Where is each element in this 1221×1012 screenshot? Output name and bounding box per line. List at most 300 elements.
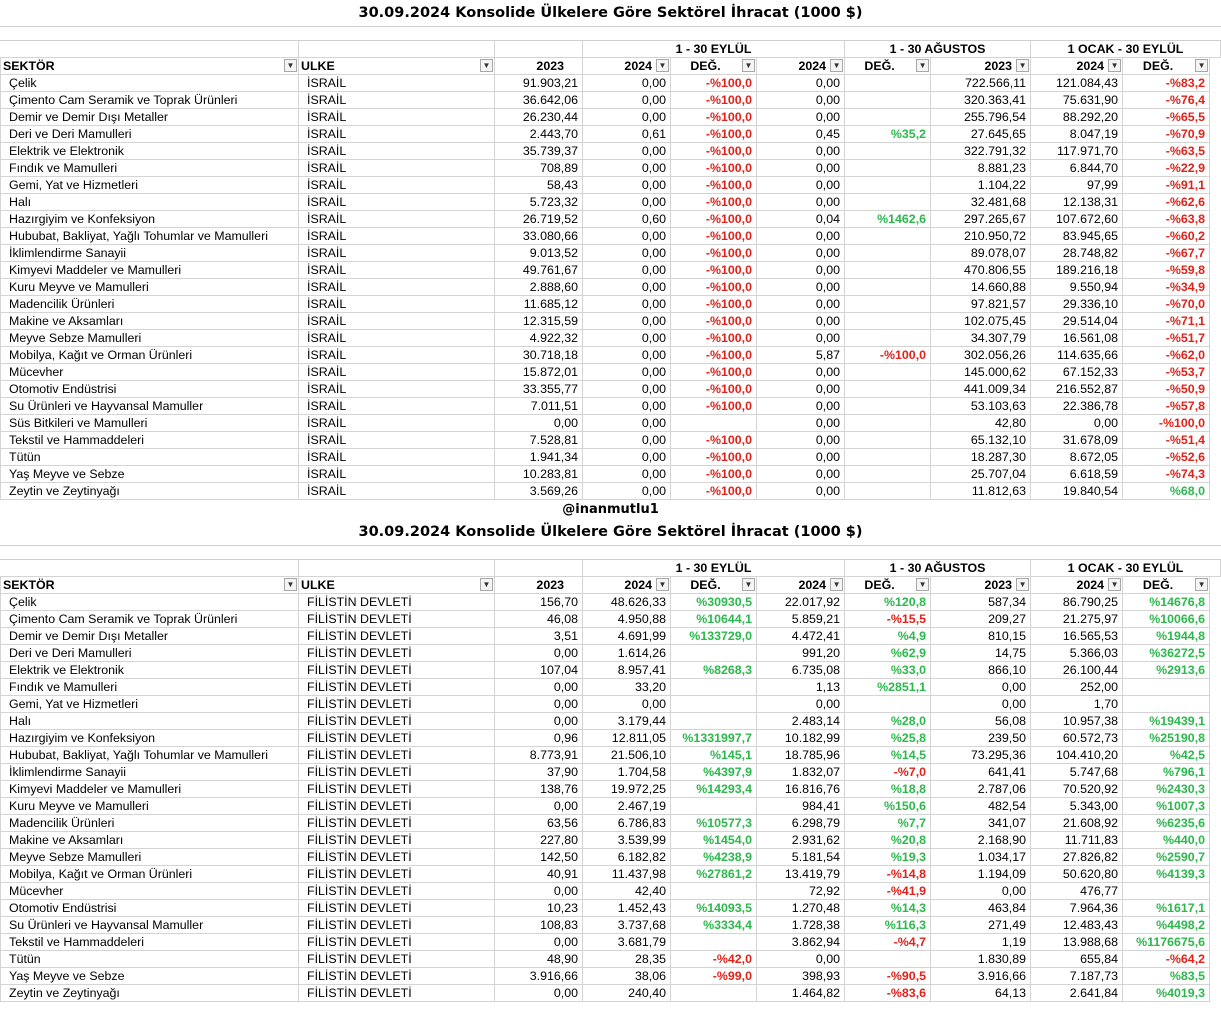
cell-col-4[interactable]: -%99,0 <box>671 968 757 985</box>
cell-col-7[interactable]: 1.034,17 <box>931 849 1031 866</box>
cell-col-2[interactable]: 0,00 <box>495 415 583 432</box>
cell-col-8[interactable]: 88.292,20 <box>1031 109 1123 126</box>
cell-col-7[interactable]: 322.791,32 <box>931 143 1031 160</box>
cell-col-1[interactable]: FİLİSTİN DEVLETİ <box>299 679 495 696</box>
cell-col-0[interactable]: Deri ve Deri Mamulleri <box>1 645 299 662</box>
cell-col-1[interactable]: İSRAİL <box>299 228 495 245</box>
cell-col-8[interactable]: 75.631,90 <box>1031 92 1123 109</box>
cell-col-5[interactable]: 0,00 <box>757 143 845 160</box>
cell-col-3[interactable]: 1.614,26 <box>583 645 671 662</box>
cell-col-3[interactable]: 0,00 <box>583 483 671 500</box>
cell-col-7[interactable]: 722.566,11 <box>931 75 1031 92</box>
cell-col-5[interactable]: 0,00 <box>757 177 845 194</box>
cell-col-4[interactable]: -%100,0 <box>671 466 757 483</box>
cell-col-3[interactable]: 0,00 <box>583 347 671 364</box>
cell-col-3[interactable]: 4.950,88 <box>583 611 671 628</box>
cell-col-4[interactable]: -%100,0 <box>671 75 757 92</box>
cell-col-8[interactable]: 121.084,43 <box>1031 75 1123 92</box>
cell-col-2[interactable]: 46,08 <box>495 611 583 628</box>
cell-col-0[interactable]: Mobilya, Kağıt ve Orman Ürünleri <box>1 347 299 364</box>
cell-col-5[interactable]: 1.728,38 <box>757 917 845 934</box>
cell-col-6[interactable]: %25,8 <box>845 730 931 747</box>
cell-col-5[interactable]: 1.832,07 <box>757 764 845 781</box>
cell-col-3[interactable]: 0,00 <box>583 696 671 713</box>
cell-col-3[interactable]: 0,00 <box>583 381 671 398</box>
cell-col-6[interactable]: -%15,5 <box>845 611 931 628</box>
cell-col-2[interactable]: 4.922,32 <box>495 330 583 347</box>
cell-col-9[interactable]: -%83,2 <box>1123 75 1210 92</box>
cell-col-4[interactable]: %8268,3 <box>671 662 757 679</box>
cell-col-5[interactable]: 6.735,08 <box>757 662 845 679</box>
dropdown-icon[interactable]: ▼ <box>284 578 297 591</box>
cell-col-7[interactable]: 0,00 <box>931 679 1031 696</box>
cell-col-6[interactable] <box>845 330 931 347</box>
cell-col-7[interactable]: 271,49 <box>931 917 1031 934</box>
cell-col-1[interactable]: FİLİSTİN DEVLETİ <box>299 594 495 611</box>
cell-col-4[interactable]: -%100,0 <box>671 126 757 143</box>
cell-col-5[interactable]: 0,00 <box>757 194 845 211</box>
cell-col-0[interactable]: Tekstil ve Hammaddeleri <box>1 934 299 951</box>
cell-col-2[interactable]: 26.230,44 <box>495 109 583 126</box>
cell-col-8[interactable]: 6.618,59 <box>1031 466 1123 483</box>
cell-col-7[interactable]: 2.787,06 <box>931 781 1031 798</box>
cell-col-9[interactable]: %796,1 <box>1123 764 1210 781</box>
cell-col-7[interactable]: 89.078,07 <box>931 245 1031 262</box>
cell-col-7[interactable]: 14,75 <box>931 645 1031 662</box>
cell-col-3[interactable]: 0,00 <box>583 279 671 296</box>
cell-col-1[interactable]: İSRAİL <box>299 364 495 381</box>
cell-col-7[interactable]: 18.287,30 <box>931 449 1031 466</box>
dropdown-icon[interactable]: ▼ <box>830 59 843 72</box>
cell-col-8[interactable]: 655,84 <box>1031 951 1123 968</box>
cell-col-9[interactable]: -%60,2 <box>1123 228 1210 245</box>
cell-col-4[interactable]: %1454,0 <box>671 832 757 849</box>
cell-col-4[interactable]: -%100,0 <box>671 330 757 347</box>
cell-col-8[interactable]: 86.790,25 <box>1031 594 1123 611</box>
cell-col-5[interactable]: 0,00 <box>757 432 845 449</box>
cell-col-6[interactable] <box>845 228 931 245</box>
cell-col-7[interactable]: 866,10 <box>931 662 1031 679</box>
cell-col-5[interactable]: 1.270,48 <box>757 900 845 917</box>
cell-col-9[interactable]: -%64,2 <box>1123 951 1210 968</box>
cell-col-8[interactable]: 216.552,87 <box>1031 381 1123 398</box>
cell-col-8[interactable]: 7.187,73 <box>1031 968 1123 985</box>
cell-col-6[interactable] <box>845 483 931 500</box>
cell-col-1[interactable]: FİLİSTİN DEVLETİ <box>299 611 495 628</box>
cell-col-5[interactable]: 0,00 <box>757 951 845 968</box>
cell-col-1[interactable]: FİLİSTİN DEVLETİ <box>299 781 495 798</box>
cell-col-6[interactable]: -%4,7 <box>845 934 931 951</box>
cell-col-0[interactable]: Madencilik Ürünleri <box>1 296 299 313</box>
cell-col-0[interactable]: Süs Bitkileri ve Mamulleri <box>1 415 299 432</box>
cell-col-0[interactable]: Demir ve Demir Dışı Metaller <box>1 109 299 126</box>
cell-col-8[interactable]: 13.988,68 <box>1031 934 1123 951</box>
cell-col-4[interactable] <box>671 934 757 951</box>
cell-col-2[interactable]: 58,43 <box>495 177 583 194</box>
cell-col-5[interactable]: 0,00 <box>757 415 845 432</box>
cell-col-4[interactable]: %1331997,7 <box>671 730 757 747</box>
cell-col-4[interactable]: -%100,0 <box>671 109 757 126</box>
cell-col-2[interactable]: 49.761,67 <box>495 262 583 279</box>
cell-col-6[interactable] <box>845 194 931 211</box>
cell-col-9[interactable]: %10066,6 <box>1123 611 1210 628</box>
cell-col-8[interactable]: 104.410,20 <box>1031 747 1123 764</box>
cell-col-3[interactable]: 0,00 <box>583 143 671 160</box>
dropdown-icon[interactable]: ▼ <box>1108 578 1121 591</box>
cell-col-2[interactable]: 0,00 <box>495 696 583 713</box>
cell-col-1[interactable]: İSRAİL <box>299 449 495 466</box>
cell-col-4[interactable]: %133729,0 <box>671 628 757 645</box>
cell-col-8[interactable]: 5.366,03 <box>1031 645 1123 662</box>
cell-col-6[interactable] <box>845 415 931 432</box>
cell-col-8[interactable]: 83.945,65 <box>1031 228 1123 245</box>
cell-col-9[interactable]: -%57,8 <box>1123 398 1210 415</box>
cell-col-2[interactable]: 12.315,59 <box>495 313 583 330</box>
cell-col-3[interactable]: 42,40 <box>583 883 671 900</box>
cell-col-5[interactable]: 72,92 <box>757 883 845 900</box>
cell-col-9[interactable]: %42,5 <box>1123 747 1210 764</box>
cell-col-1[interactable]: İSRAİL <box>299 177 495 194</box>
cell-col-0[interactable]: Yaş Meyve ve Sebze <box>1 466 299 483</box>
cell-col-5[interactable]: 16.816,76 <box>757 781 845 798</box>
cell-col-2[interactable]: 3.569,26 <box>495 483 583 500</box>
cell-col-9[interactable]: -%91,1 <box>1123 177 1210 194</box>
cell-col-2[interactable]: 0,00 <box>495 883 583 900</box>
cell-col-8[interactable]: 97,99 <box>1031 177 1123 194</box>
cell-col-5[interactable]: 0,00 <box>757 279 845 296</box>
cell-col-7[interactable]: 42,80 <box>931 415 1031 432</box>
cell-col-2[interactable]: 30.718,18 <box>495 347 583 364</box>
dropdown-icon[interactable]: ▼ <box>1108 59 1121 72</box>
cell-col-2[interactable]: 0,00 <box>495 713 583 730</box>
cell-col-2[interactable]: 0,00 <box>495 679 583 696</box>
cell-col-4[interactable]: -%100,0 <box>671 381 757 398</box>
cell-col-9[interactable]: %2590,7 <box>1123 849 1210 866</box>
cell-col-1[interactable]: İSRAİL <box>299 245 495 262</box>
cell-col-3[interactable]: 0,61 <box>583 126 671 143</box>
cell-col-3[interactable]: 4.691,99 <box>583 628 671 645</box>
cell-col-3[interactable]: 38,06 <box>583 968 671 985</box>
cell-col-9[interactable]: -%59,8 <box>1123 262 1210 279</box>
cell-col-6[interactable] <box>845 143 931 160</box>
cell-col-8[interactable]: 70.520,92 <box>1031 781 1123 798</box>
cell-col-8[interactable]: 21.608,92 <box>1031 815 1123 832</box>
cell-col-5[interactable]: 13.419,79 <box>757 866 845 883</box>
cell-col-2[interactable]: 138,76 <box>495 781 583 798</box>
cell-col-6[interactable] <box>845 279 931 296</box>
cell-col-9[interactable]: -%63,8 <box>1123 211 1210 228</box>
cell-col-3[interactable]: 0,00 <box>583 228 671 245</box>
cell-col-9[interactable]: -%51,4 <box>1123 432 1210 449</box>
cell-col-3[interactable]: 0,00 <box>583 364 671 381</box>
cell-col-3[interactable]: 28,35 <box>583 951 671 968</box>
filter-icon[interactable]: ▼ <box>480 59 493 72</box>
cell-col-1[interactable]: FİLİSTİN DEVLETİ <box>299 730 495 747</box>
cell-col-6[interactable] <box>845 160 931 177</box>
cell-col-6[interactable]: %150,6 <box>845 798 931 815</box>
cell-col-4[interactable]: %10577,3 <box>671 815 757 832</box>
cell-col-5[interactable]: 0,00 <box>757 449 845 466</box>
cell-col-5[interactable]: 0,00 <box>757 92 845 109</box>
cell-col-5[interactable]: 18.785,96 <box>757 747 845 764</box>
cell-col-9[interactable]: -%76,4 <box>1123 92 1210 109</box>
cell-col-8[interactable]: 31.678,09 <box>1031 432 1123 449</box>
cell-col-9[interactable] <box>1123 883 1210 900</box>
cell-col-2[interactable]: 40,91 <box>495 866 583 883</box>
cell-col-9[interactable]: %4498,2 <box>1123 917 1210 934</box>
cell-col-6[interactable] <box>845 75 931 92</box>
cell-col-6[interactable]: -%100,0 <box>845 347 931 364</box>
cell-col-0[interactable]: Su Ürünleri ve Hayvansal Mamuller <box>1 398 299 415</box>
cell-col-8[interactable]: 107.672,60 <box>1031 211 1123 228</box>
cell-col-7[interactable]: 32.481,68 <box>931 194 1031 211</box>
cell-col-3[interactable]: 0,00 <box>583 432 671 449</box>
cell-col-1[interactable]: FİLİSTİN DEVLETİ <box>299 968 495 985</box>
cell-col-8[interactable]: 10.957,38 <box>1031 713 1123 730</box>
cell-col-8[interactable]: 476,77 <box>1031 883 1123 900</box>
cell-col-3[interactable]: 0,00 <box>583 466 671 483</box>
cell-col-6[interactable]: %116,3 <box>845 917 931 934</box>
cell-col-8[interactable]: 189.216,18 <box>1031 262 1123 279</box>
cell-col-4[interactable]: -%100,0 <box>671 364 757 381</box>
cell-col-2[interactable]: 0,00 <box>495 645 583 662</box>
cell-col-0[interactable]: Kuru Meyve ve Mamulleri <box>1 279 299 296</box>
cell-col-7[interactable]: 53.103,63 <box>931 398 1031 415</box>
cell-col-2[interactable]: 7.011,51 <box>495 398 583 415</box>
cell-col-8[interactable]: 0,00 <box>1031 415 1123 432</box>
cell-col-0[interactable]: Elektrik ve Elektronik <box>1 143 299 160</box>
cell-col-8[interactable]: 67.152,33 <box>1031 364 1123 381</box>
cell-col-9[interactable]: %1176675,6 <box>1123 934 1210 951</box>
cell-col-5[interactable]: 2.483,14 <box>757 713 845 730</box>
cell-col-4[interactable] <box>671 696 757 713</box>
cell-col-9[interactable]: %4019,3 <box>1123 985 1210 1002</box>
cell-col-2[interactable]: 15.872,01 <box>495 364 583 381</box>
cell-col-3[interactable]: 0,00 <box>583 330 671 347</box>
cell-col-8[interactable]: 1,70 <box>1031 696 1123 713</box>
cell-col-4[interactable]: -%100,0 <box>671 143 757 160</box>
cell-col-4[interactable]: -%100,0 <box>671 262 757 279</box>
cell-col-4[interactable]: -%100,0 <box>671 92 757 109</box>
cell-col-0[interactable]: Çimento Cam Seramik ve Toprak Ürünleri <box>1 92 299 109</box>
cell-col-3[interactable]: 1.452,43 <box>583 900 671 917</box>
cell-col-0[interactable]: Kimyevi Maddeler ve Mamulleri <box>1 781 299 798</box>
cell-col-6[interactable]: -%14,8 <box>845 866 931 883</box>
cell-col-2[interactable]: 2.888,60 <box>495 279 583 296</box>
cell-col-0[interactable]: Çelik <box>1 75 299 92</box>
cell-col-5[interactable]: 991,20 <box>757 645 845 662</box>
cell-col-8[interactable]: 19.840,54 <box>1031 483 1123 500</box>
cell-col-1[interactable]: FİLİSTİN DEVLETİ <box>299 917 495 934</box>
cell-col-4[interactable] <box>671 798 757 815</box>
cell-col-5[interactable]: 4.472,41 <box>757 628 845 645</box>
cell-col-1[interactable]: İSRAİL <box>299 415 495 432</box>
cell-col-2[interactable]: 48,90 <box>495 951 583 968</box>
cell-col-5[interactable]: 0,45 <box>757 126 845 143</box>
cell-col-8[interactable]: 114.635,66 <box>1031 347 1123 364</box>
cell-col-0[interactable]: Makine ve Aksamları <box>1 313 299 330</box>
cell-col-7[interactable]: 482,54 <box>931 798 1031 815</box>
cell-col-5[interactable]: 0,00 <box>757 381 845 398</box>
cell-col-5[interactable]: 2.931,62 <box>757 832 845 849</box>
cell-col-2[interactable]: 0,00 <box>495 934 583 951</box>
cell-col-0[interactable]: Deri ve Deri Mamulleri <box>1 126 299 143</box>
cell-col-0[interactable]: Hububat, Bakliyat, Yağlı Tohumlar ve Mamulleri <box>1 747 299 764</box>
cell-col-6[interactable] <box>845 262 931 279</box>
cell-col-3[interactable]: 0,60 <box>583 211 671 228</box>
cell-col-4[interactable]: -%100,0 <box>671 432 757 449</box>
cell-col-5[interactable]: 0,00 <box>757 245 845 262</box>
cell-col-3[interactable]: 6.786,83 <box>583 815 671 832</box>
cell-col-2[interactable]: 3.916,66 <box>495 968 583 985</box>
cell-col-4[interactable]: -%100,0 <box>671 449 757 466</box>
cell-col-0[interactable]: Mücevher <box>1 364 299 381</box>
cell-col-9[interactable]: -%50,9 <box>1123 381 1210 398</box>
cell-col-9[interactable]: -%63,5 <box>1123 143 1210 160</box>
cell-col-6[interactable]: -%90,5 <box>845 968 931 985</box>
cell-col-4[interactable]: -%100,0 <box>671 228 757 245</box>
cell-col-7[interactable]: 320.363,41 <box>931 92 1031 109</box>
cell-col-6[interactable]: %1462,6 <box>845 211 931 228</box>
cell-col-4[interactable]: -%100,0 <box>671 160 757 177</box>
cell-col-7[interactable]: 97.821,57 <box>931 296 1031 313</box>
cell-col-1[interactable]: FİLİSTİN DEVLETİ <box>299 900 495 917</box>
cell-col-5[interactable]: 0,00 <box>757 696 845 713</box>
cell-col-6[interactable] <box>845 432 931 449</box>
cell-col-6[interactable] <box>845 313 931 330</box>
cell-col-7[interactable]: 65.132,10 <box>931 432 1031 449</box>
cell-col-7[interactable]: 470.806,55 <box>931 262 1031 279</box>
cell-col-8[interactable]: 50.620,80 <box>1031 866 1123 883</box>
cell-col-3[interactable]: 240,40 <box>583 985 671 1002</box>
cell-col-1[interactable]: İSRAİL <box>299 432 495 449</box>
cell-col-8[interactable]: 5.343,00 <box>1031 798 1123 815</box>
cell-col-5[interactable]: 0,00 <box>757 330 845 347</box>
cell-col-2[interactable]: 10,23 <box>495 900 583 917</box>
cell-col-6[interactable] <box>845 177 931 194</box>
cell-col-1[interactable]: İSRAİL <box>299 262 495 279</box>
cell-col-5[interactable]: 0,00 <box>757 313 845 330</box>
cell-col-6[interactable]: -%7,0 <box>845 764 931 781</box>
cell-col-1[interactable]: İSRAİL <box>299 143 495 160</box>
cell-col-7[interactable]: 1,19 <box>931 934 1031 951</box>
cell-col-4[interactable]: %4238,9 <box>671 849 757 866</box>
cell-col-6[interactable] <box>845 92 931 109</box>
cell-col-8[interactable]: 60.572,73 <box>1031 730 1123 747</box>
cell-col-8[interactable]: 21.275,97 <box>1031 611 1123 628</box>
cell-col-7[interactable]: 463,84 <box>931 900 1031 917</box>
cell-col-7[interactable]: 56,08 <box>931 713 1031 730</box>
cell-col-4[interactable]: -%100,0 <box>671 211 757 228</box>
cell-col-2[interactable]: 10.283,81 <box>495 466 583 483</box>
cell-col-5[interactable]: 5.859,21 <box>757 611 845 628</box>
cell-col-7[interactable]: 1.830,89 <box>931 951 1031 968</box>
cell-col-0[interactable]: Makine ve Aksamları <box>1 832 299 849</box>
cell-col-1[interactable]: İSRAİL <box>299 466 495 483</box>
dropdown-icon[interactable]: ▼ <box>742 59 755 72</box>
cell-col-6[interactable] <box>845 696 931 713</box>
cell-col-0[interactable]: Meyve Sebze Mamulleri <box>1 330 299 347</box>
cell-col-6[interactable]: %120,8 <box>845 594 931 611</box>
cell-col-3[interactable]: 3.681,79 <box>583 934 671 951</box>
cell-col-2[interactable]: 227,80 <box>495 832 583 849</box>
cell-col-7[interactable]: 0,00 <box>931 883 1031 900</box>
cell-col-5[interactable]: 0,00 <box>757 109 845 126</box>
cell-col-7[interactable]: 210.950,72 <box>931 228 1031 245</box>
cell-col-9[interactable]: %4139,3 <box>1123 866 1210 883</box>
dropdown-icon[interactable]: ▼ <box>1016 578 1029 591</box>
cell-col-1[interactable]: İSRAİL <box>299 398 495 415</box>
cell-col-7[interactable]: 341,07 <box>931 815 1031 832</box>
cell-col-7[interactable]: 302.056,26 <box>931 347 1031 364</box>
cell-col-8[interactable]: 16.565,53 <box>1031 628 1123 645</box>
dropdown-icon[interactable]: ▼ <box>1016 59 1029 72</box>
cell-col-2[interactable]: 708,89 <box>495 160 583 177</box>
cell-col-6[interactable] <box>845 296 931 313</box>
cell-col-7[interactable]: 255.796,54 <box>931 109 1031 126</box>
cell-col-8[interactable]: 5.747,68 <box>1031 764 1123 781</box>
cell-col-8[interactable]: 26.100,44 <box>1031 662 1123 679</box>
cell-col-9[interactable]: %36272,5 <box>1123 645 1210 662</box>
cell-col-0[interactable]: Mücevher <box>1 883 299 900</box>
cell-col-4[interactable]: -%100,0 <box>671 398 757 415</box>
cell-col-2[interactable]: 0,96 <box>495 730 583 747</box>
cell-col-0[interactable]: Zeytin ve Zeytinyağı <box>1 985 299 1002</box>
cell-col-7[interactable]: 441.009,34 <box>931 381 1031 398</box>
cell-col-5[interactable]: 0,00 <box>757 228 845 245</box>
cell-col-3[interactable]: 3.737,68 <box>583 917 671 934</box>
cell-col-6[interactable]: %35,2 <box>845 126 931 143</box>
cell-col-1[interactable]: İSRAİL <box>299 75 495 92</box>
cell-col-8[interactable]: 16.561,08 <box>1031 330 1123 347</box>
cell-col-3[interactable]: 3.539,99 <box>583 832 671 849</box>
cell-col-3[interactable]: 0,00 <box>583 398 671 415</box>
cell-col-0[interactable]: Halı <box>1 194 299 211</box>
cell-col-5[interactable]: 5,87 <box>757 347 845 364</box>
cell-col-9[interactable]: %1617,1 <box>1123 900 1210 917</box>
cell-col-0[interactable]: Tütün <box>1 449 299 466</box>
cell-col-1[interactable]: İSRAİL <box>299 160 495 177</box>
cell-col-4[interactable]: -%100,0 <box>671 296 757 313</box>
cell-col-0[interactable]: Gemi, Yat ve Hizmetleri <box>1 177 299 194</box>
cell-col-5[interactable]: 0,00 <box>757 160 845 177</box>
dropdown-icon[interactable]: ▼ <box>916 59 929 72</box>
cell-col-1[interactable]: İSRAİL <box>299 92 495 109</box>
cell-col-5[interactable]: 984,41 <box>757 798 845 815</box>
dropdown-icon[interactable]: ▼ <box>916 578 929 591</box>
cell-col-6[interactable] <box>845 449 931 466</box>
cell-col-7[interactable]: 2.168,90 <box>931 832 1031 849</box>
cell-col-5[interactable]: 0,00 <box>757 262 845 279</box>
cell-col-0[interactable]: İklimlendirme Sanayii <box>1 245 299 262</box>
cell-col-4[interactable]: -%100,0 <box>671 313 757 330</box>
cell-col-7[interactable]: 239,50 <box>931 730 1031 747</box>
cell-col-5[interactable]: 398,93 <box>757 968 845 985</box>
cell-col-2[interactable]: 108,83 <box>495 917 583 934</box>
cell-col-2[interactable]: 37,90 <box>495 764 583 781</box>
cell-col-2[interactable]: 3,51 <box>495 628 583 645</box>
cell-col-4[interactable]: -%42,0 <box>671 951 757 968</box>
cell-col-1[interactable]: İSRAİL <box>299 109 495 126</box>
cell-col-4[interactable]: %14293,4 <box>671 781 757 798</box>
cell-col-5[interactable]: 22.017,92 <box>757 594 845 611</box>
cell-col-2[interactable]: 36.642,06 <box>495 92 583 109</box>
cell-col-5[interactable]: 1,13 <box>757 679 845 696</box>
cell-col-2[interactable]: 91.903,21 <box>495 75 583 92</box>
cell-col-0[interactable]: Hazırgiyim ve Konfeksiyon <box>1 730 299 747</box>
cell-col-9[interactable] <box>1123 696 1210 713</box>
cell-col-3[interactable]: 0,00 <box>583 109 671 126</box>
